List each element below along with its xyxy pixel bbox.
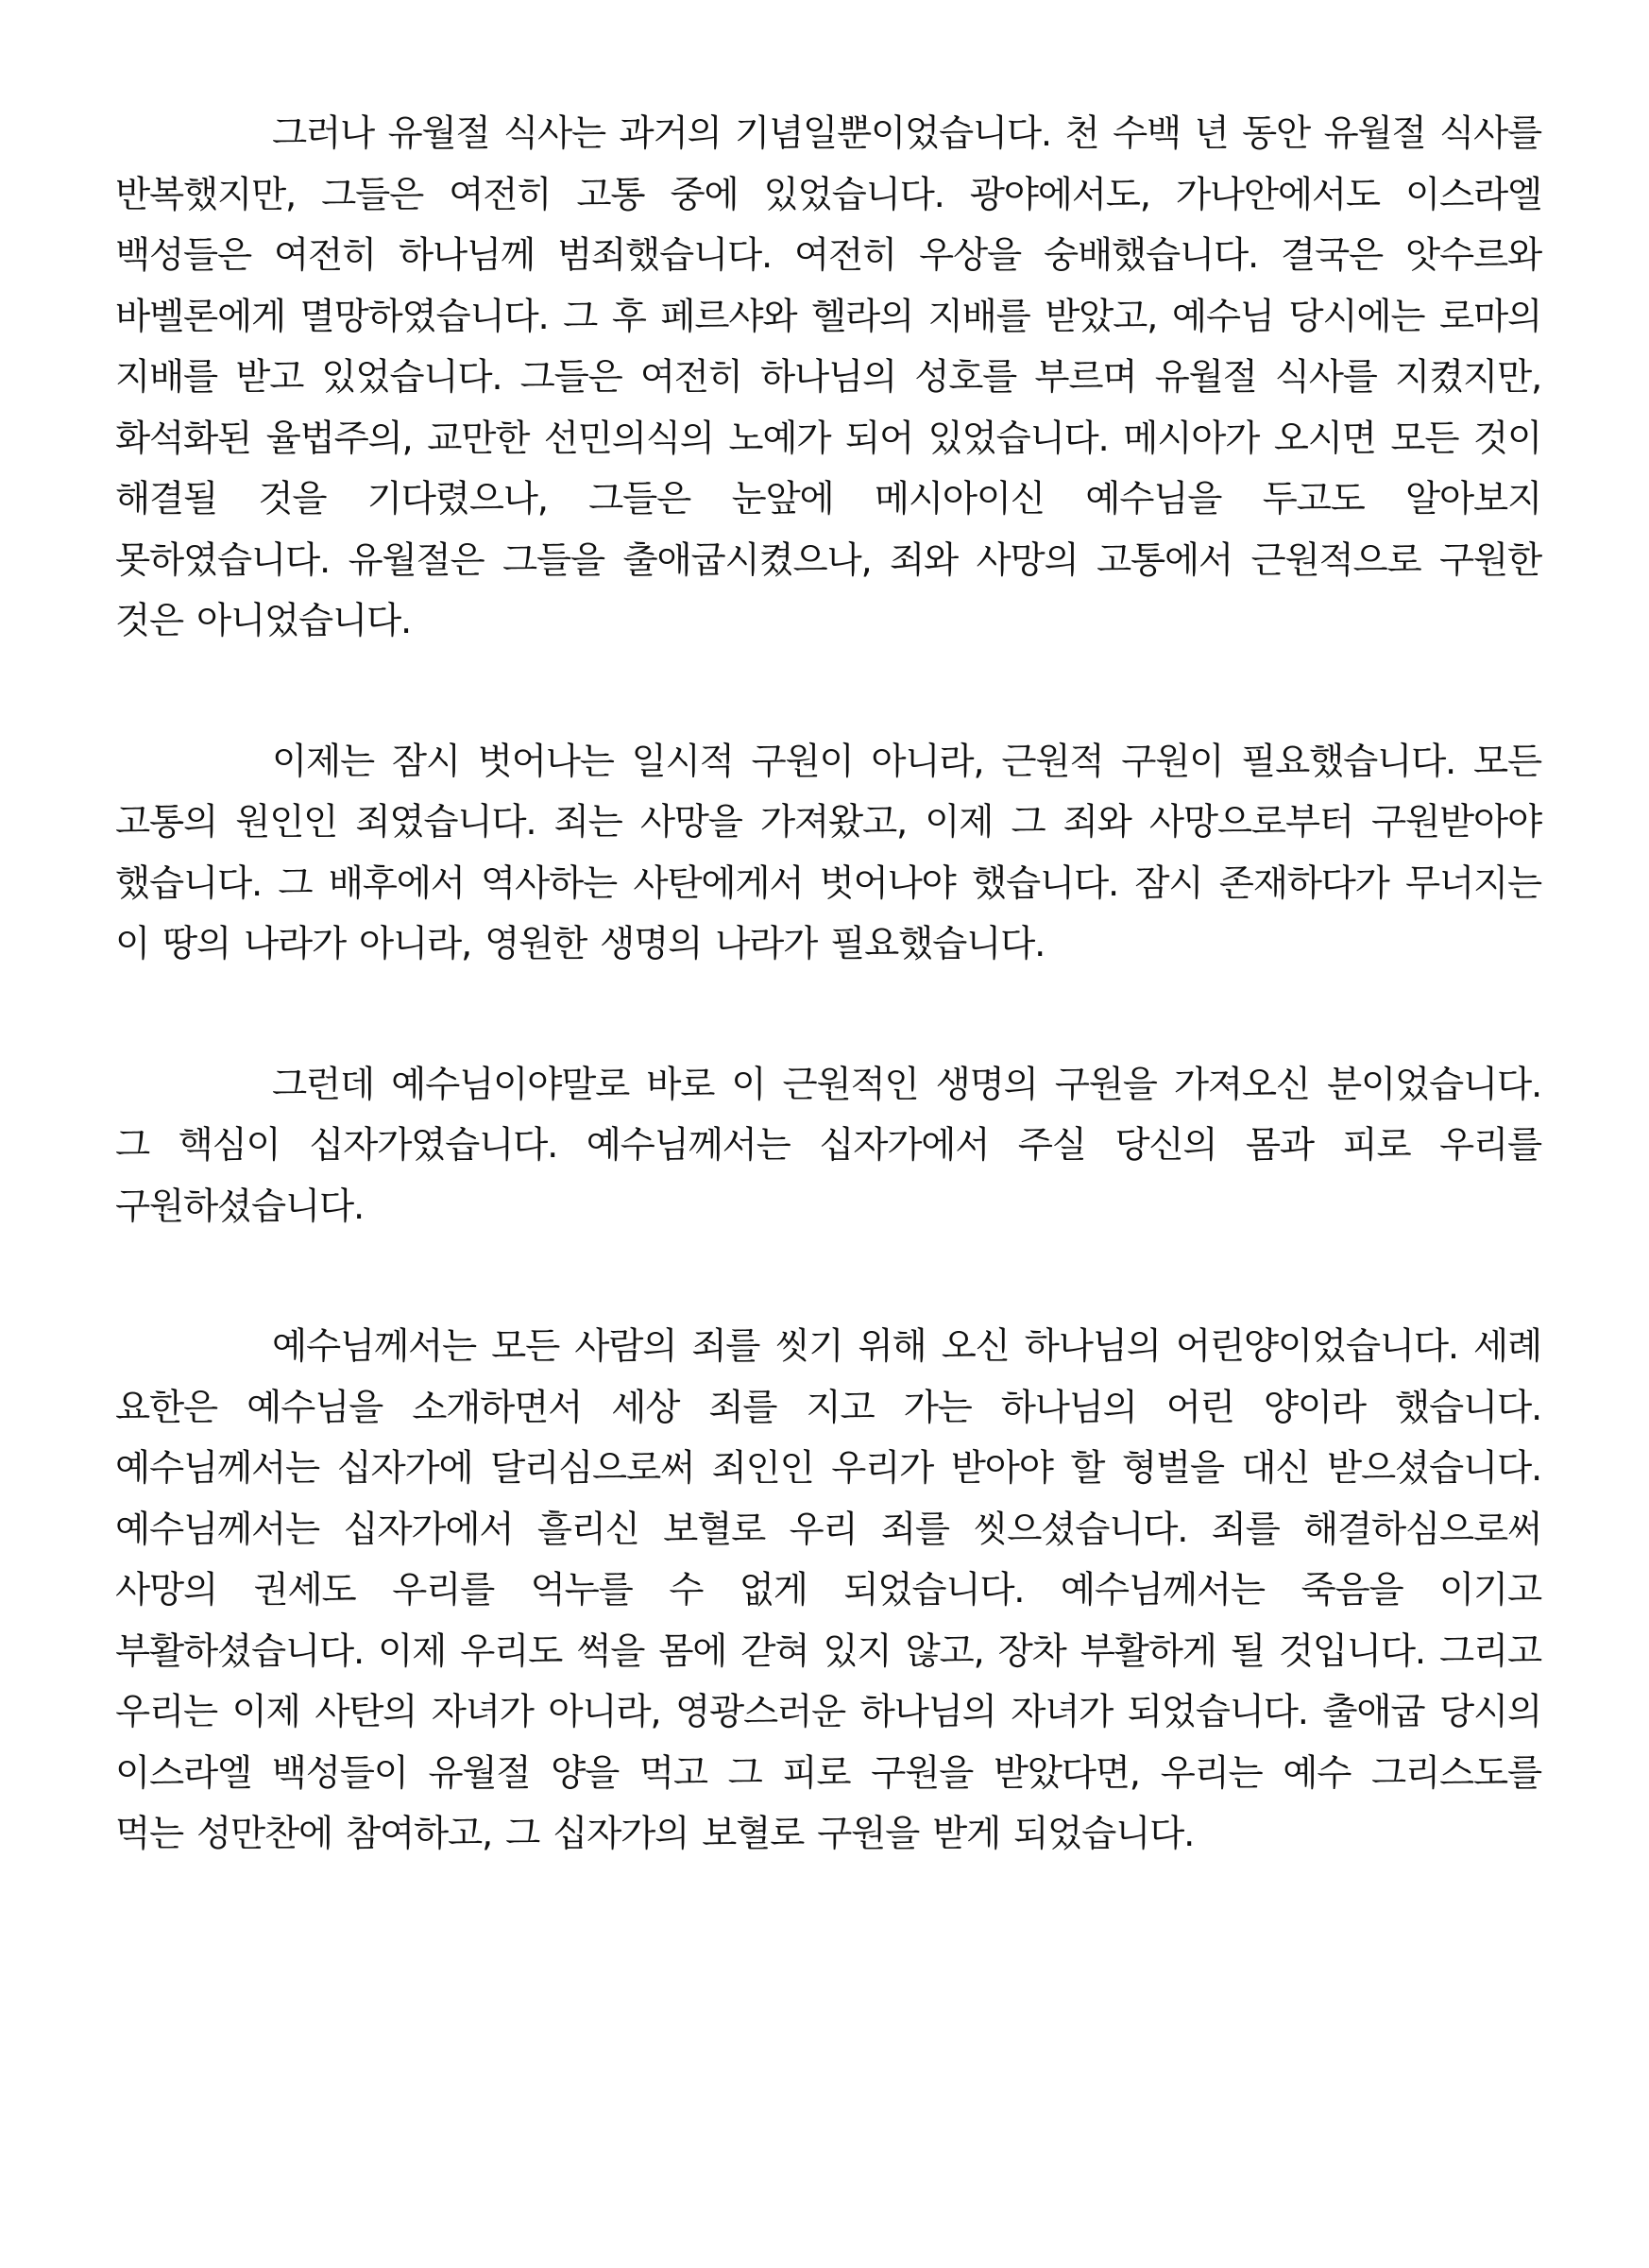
paragraph-1: 그러나 유월절 식사는 과거의 기념일뿐이었습니다. 천 수백 년 동안 유월절 식사를 반복했지만, 그들은 여전히 고통 중에 있었습니다. 광야에서도, 가나안에서도 이스라엘 백성들은 여전히 하나님께 범죄했습니다. 여전히 우상을 숭배했습니다. 결국은 앗수르와 바벨론에게 멸망하였습니다. 그 후 페르샤와 헬라의 지배를 받았고, 예수님 당시에는 로마의 지배를 받고 있었습니다. 그들은 여전히 하나님의 성호를 부르며 유월절 식사를 지켰지만, 화석화된 율법주의, 교만한 선민의식의 노예가 되어 있었습니다. 메시아가 오시면 모든 것이 해결될 것을 기다렸으나, 그들은 눈앞에 메시아이신 예수님을 두고도 알아보지 못하였습니다. 유월절은 그들을 출애굽시켰으나, 죄와 사망의 고통에서 근원적으로 구원한 것은 아니었습니다. (115, 112, 1541, 642)
paragraph-3: 그런데 예수님이야말로 바로 이 근원적인 생명의 구원을 가져오신 분이었습니다. 그 핵심이 십자가였습니다. 예수님께서는 십자가에서 주실 당신의 몸과 피로 우리를 구원하셨습니다. (115, 1063, 1541, 1228)
document-page (115, 104, 1541, 1866)
paragraph-2: 이제는 잠시 벗어나는 일시적 구원이 아니라, 근원적 구원이 필요했습니다. 모든 고통의 원인인 죄였습니다. 죄는 사망을 가져왔고, 이제 그 죄와 사망으로부터 구원받아야 했습니다. 그 배후에서 역사하는 사탄에게서 벗어나야 했습니다. 잠시 존재하다가 무너지는 이 땅의 나라가 아니라, 영원한 생명의 나라가 필요했습니다. (115, 740, 1541, 965)
paragraph-4: 예수님께서는 모든 사람의 죄를 씻기 위해 오신 하나님의 어린양이었습니다. 세례 요한은 예수님을 소개하면서 세상 죄를 지고 가는 하나님의 어린 양이라 했습니다. 예수님께서는 십자가에 달리심으로써 죄인인 우리가 받아야 할 형벌을 대신 받으셨습니다. 예수님께서는 십자가에서 흘리신 보혈로 우리 죄를 씻으셨습니다. 죄를 해결하심으로써 사망의 권세도 우리를 억누를 수 없게 되었습니다. 예수님께서는 죽음을 이기고 부활하셨습니다. 이제 우리도 썩을 몸에 갇혀 있지 않고, 장차 부활하게 될 것입니다. 그리고 우리는 이제 사탄의 자녀가 아니라, 영광스러운 하나님의 자녀가 되었습니다. 출애굽 당시의 이스라엘 백성들이 유월절 양을 먹고 그 피로 구원을 받았다면, 우리는 예수 그리스도를 먹는 성만찬에 참여하고, 그 십자가의 보혈로 구원을 받게 되었습니다. (115, 1325, 1541, 1855)
